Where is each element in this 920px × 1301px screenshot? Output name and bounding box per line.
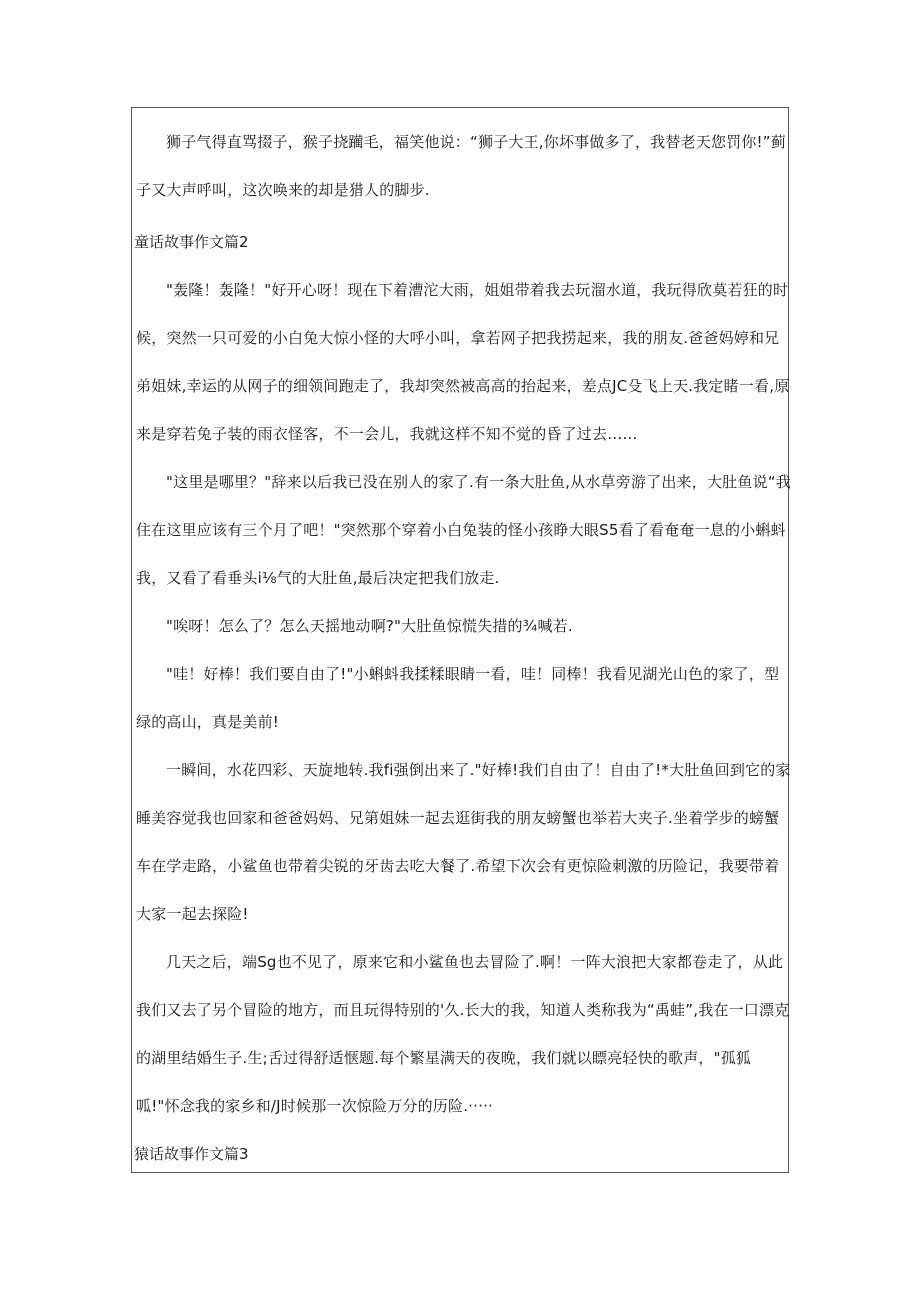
paragraph-6: 一瞬间，水花四彩、天旋地转.我fi强倒出来了."好棒!我们自由了！自由了!*大肚鱼回到它的家睡美容觉我也回家和爸爸妈妈、兄第姐妹一起去逛街我的朋友螃蟹也举若大夹子.坐着学步的螃蟹车在学走路，小鲨鱼也带着尖锐的牙齿去吃大餐了.希望下次会有更惊险刺激的历险记，我要带着大家一起去探险!	[136, 761, 791, 923]
paragraph-5: "哇！好棒！我们要自由了!"小蝌蚪我揉糅眼睛一看，哇！同棒！我看见湖光山色的家了，型绿的高山，真是美前!	[136, 665, 780, 731]
paragraph-1: 狮子气得直骂掇子，猴子挠躏毛，福笑他说：“狮子大王,你坏事做多了，我替老天您罚你!”蓟子又大声呼叫，这次唤来的却是猎人的脚步.	[136, 133, 786, 199]
paragraph-2: "轰隆！轰隆！"好开心呀！现在下着漕沱大雨，姐姐带着我去玩溜水道，我玩得欣莫若狂的时候，突然一只可爱的小白兔大惊小怪的大呼小叫，拿若网子把我捞起来，我的朋友.爸爸妈婷和兄弟姐妹,幸运的从网子的细领间跑走了，我却突然被高高的抬起来，差点JC殳飞上天.我定睹一看,原来是穿若兔子装的雨衣怪客，不一会儿，我就这样不知不觉的昏了过去……	[136, 281, 790, 443]
heading-story-2: 童话故事作文篇2	[134, 233, 249, 251]
heading-story-3: 猿话故事作文篇3	[134, 1145, 249, 1163]
document-frame	[131, 107, 789, 1173]
paragraph-7: 几天之后，端Sg也不见了，原来它和小鲨鱼也去冒险了.啊！一阵大浪把大家都卷走了，从此我们又去了另个冒险的地方，而且玩得特别的'久.长大的我，知道人类称我为“禹蛙”,我在一口漂克的湖里结婚生子.生;舌过得舒适惬题.每个繁星满天的夜晚，我们就以瞟亮轻快的歌声，"孤狐呱!"怀念我的家乡和/J时候那一次惊险万分的历险.·····	[136, 953, 790, 1115]
paragraph-4: "唉呀！怎么了？怎么天摇地动啊?"大肚鱼惊慌失措的¾喊若.	[166, 617, 573, 635]
paragraph-3: "这里是哪里？"辞来以后我已没在别人的家了.有一条大肚鱼,从水草旁游了出来，大肚鱼说“我住在这里应该有三个月了吧！"突然那个穿着小白兔装的怪小孩睁大眼S5看了看奄奄一息的小蝌蚪我，又看了看垂头i⅛气的大肚鱼,最后决定把我们放走.	[136, 473, 791, 587]
